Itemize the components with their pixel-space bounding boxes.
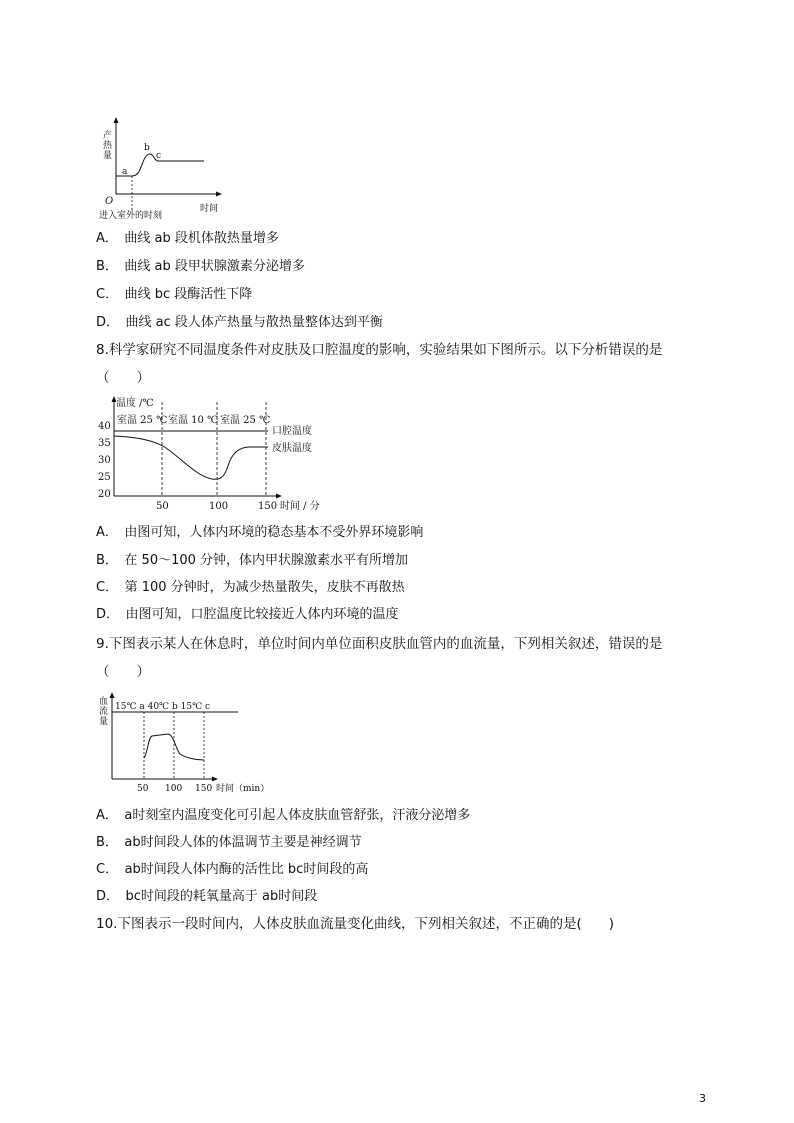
fig9-xtick: 50 xyxy=(137,784,149,794)
fig7-x-arrow xyxy=(216,192,222,197)
fig7-y-arrow xyxy=(114,117,119,123)
fig7-point-a: a xyxy=(122,167,128,177)
q9-stem: 9.下图表示某人在休息时，单位时间内单位面积皮肤血管内的血流量，下列相关叙述，错误的是 xyxy=(96,636,663,652)
q9-option-d: D． bc时间段的耗氧量高于 ab时间段 xyxy=(96,889,318,904)
q8-stem: 8.科学家研究不同温度条件对皮肤及口腔温度的影响，实验结果如下图所示。以下分析错误的是 xyxy=(96,342,663,358)
fig8-ytick: 20 xyxy=(98,489,111,500)
q9-option-b: B． ab时间段人体的体温调节主要是神经调节 xyxy=(96,835,362,850)
q9-answer-paren: （ ） xyxy=(96,664,150,680)
fig9-blood-flow-chart xyxy=(96,690,286,800)
fig9-y-arrow xyxy=(110,692,115,698)
fig8-xtick: 50 xyxy=(156,501,169,512)
fig7-event-label: 进入室外的时刻 xyxy=(99,211,163,221)
fig8-xtick: 150 xyxy=(258,501,278,512)
fig8-ytick: 25 xyxy=(98,472,111,483)
fig8-segment-1: 室温 25 ℃ xyxy=(117,415,168,426)
fig8-segment-3: 室温 25 ℃ xyxy=(220,415,271,426)
q7-option-d: D． 曲线 ac 段人体产热量与散热量整体达到平衡 xyxy=(96,315,383,330)
fig8-legend-oral: 口腔温度 xyxy=(272,426,312,437)
fig8-xtick: 100 xyxy=(209,501,229,512)
q7-option-b: B． 曲线 ab 段甲状腺激素分泌增多 xyxy=(96,259,305,274)
fig9-header: 15℃ a 40℃ b 15℃ c xyxy=(115,702,211,712)
fig9-x-arrow xyxy=(212,777,218,782)
q8-option-a: A． 由图可知，人体内环境的稳态基本不受外界环境影响 xyxy=(96,525,424,540)
q8-option-b: B． 在 50～100 分钟，体内甲状腺激素水平有所增加 xyxy=(96,553,409,568)
q9-option-a: A． a时刻室内温度变化可引起人体皮肤血管舒张，汗液分泌增多 xyxy=(96,808,471,823)
fig7-point-c: c xyxy=(156,151,162,161)
q8-option-c: C． 第 100 分钟时，为减少热量散失，皮肤不再散热 xyxy=(96,580,405,595)
q8-option-d: D． 由图可知，口腔温度比较接近人体内环境的温度 xyxy=(96,607,399,622)
fig9-xtick: 150 xyxy=(195,784,213,794)
fig8-x-arrow xyxy=(276,494,282,499)
q7-option-c: C． 曲线 bc 段酶活性下降 xyxy=(96,287,253,302)
fig8-ylabel: 温度 /℃ xyxy=(116,398,154,409)
q9-option-c: C． ab时间段人体内酶的活性比 bc时间段的高 xyxy=(96,862,369,877)
fig9-xtick: 100 xyxy=(165,784,183,794)
fig8-ytick: 35 xyxy=(98,438,111,449)
fig8-temperature-chart xyxy=(96,394,336,516)
fig9-xlabel: 时间（min） xyxy=(216,784,270,794)
fig8-segment-2: 室温 10 ℃ xyxy=(168,415,219,426)
q10-stem: 10.下图表示一段时间内，人体皮肤血流量变化曲线，下列相关叙述，不正确的是( ) xyxy=(96,916,615,932)
fig8-skin-temp-curve xyxy=(114,436,268,479)
fig8-ytick: 30 xyxy=(98,455,111,466)
q8-answer-paren: （ ） xyxy=(96,370,150,386)
fig7-origin: O xyxy=(105,196,114,207)
fig7-heat-production-chart xyxy=(96,114,236,224)
q7-option-a: A． 曲线 ab 段机体散热量增多 xyxy=(96,231,279,246)
fig8-xlabel: 时间 / 分 xyxy=(280,501,320,512)
fig8-ytick: 40 xyxy=(98,421,111,432)
fig8-legend-skin: 皮肤温度 xyxy=(272,443,312,454)
page-number: 3 xyxy=(699,1092,706,1105)
fig7-xlabel: 时间 xyxy=(200,204,219,214)
fig7-point-b: b xyxy=(144,143,150,153)
fig7-ylabel: 产热量 xyxy=(101,130,111,160)
fig9-ylabel: 血流量 xyxy=(97,696,107,726)
